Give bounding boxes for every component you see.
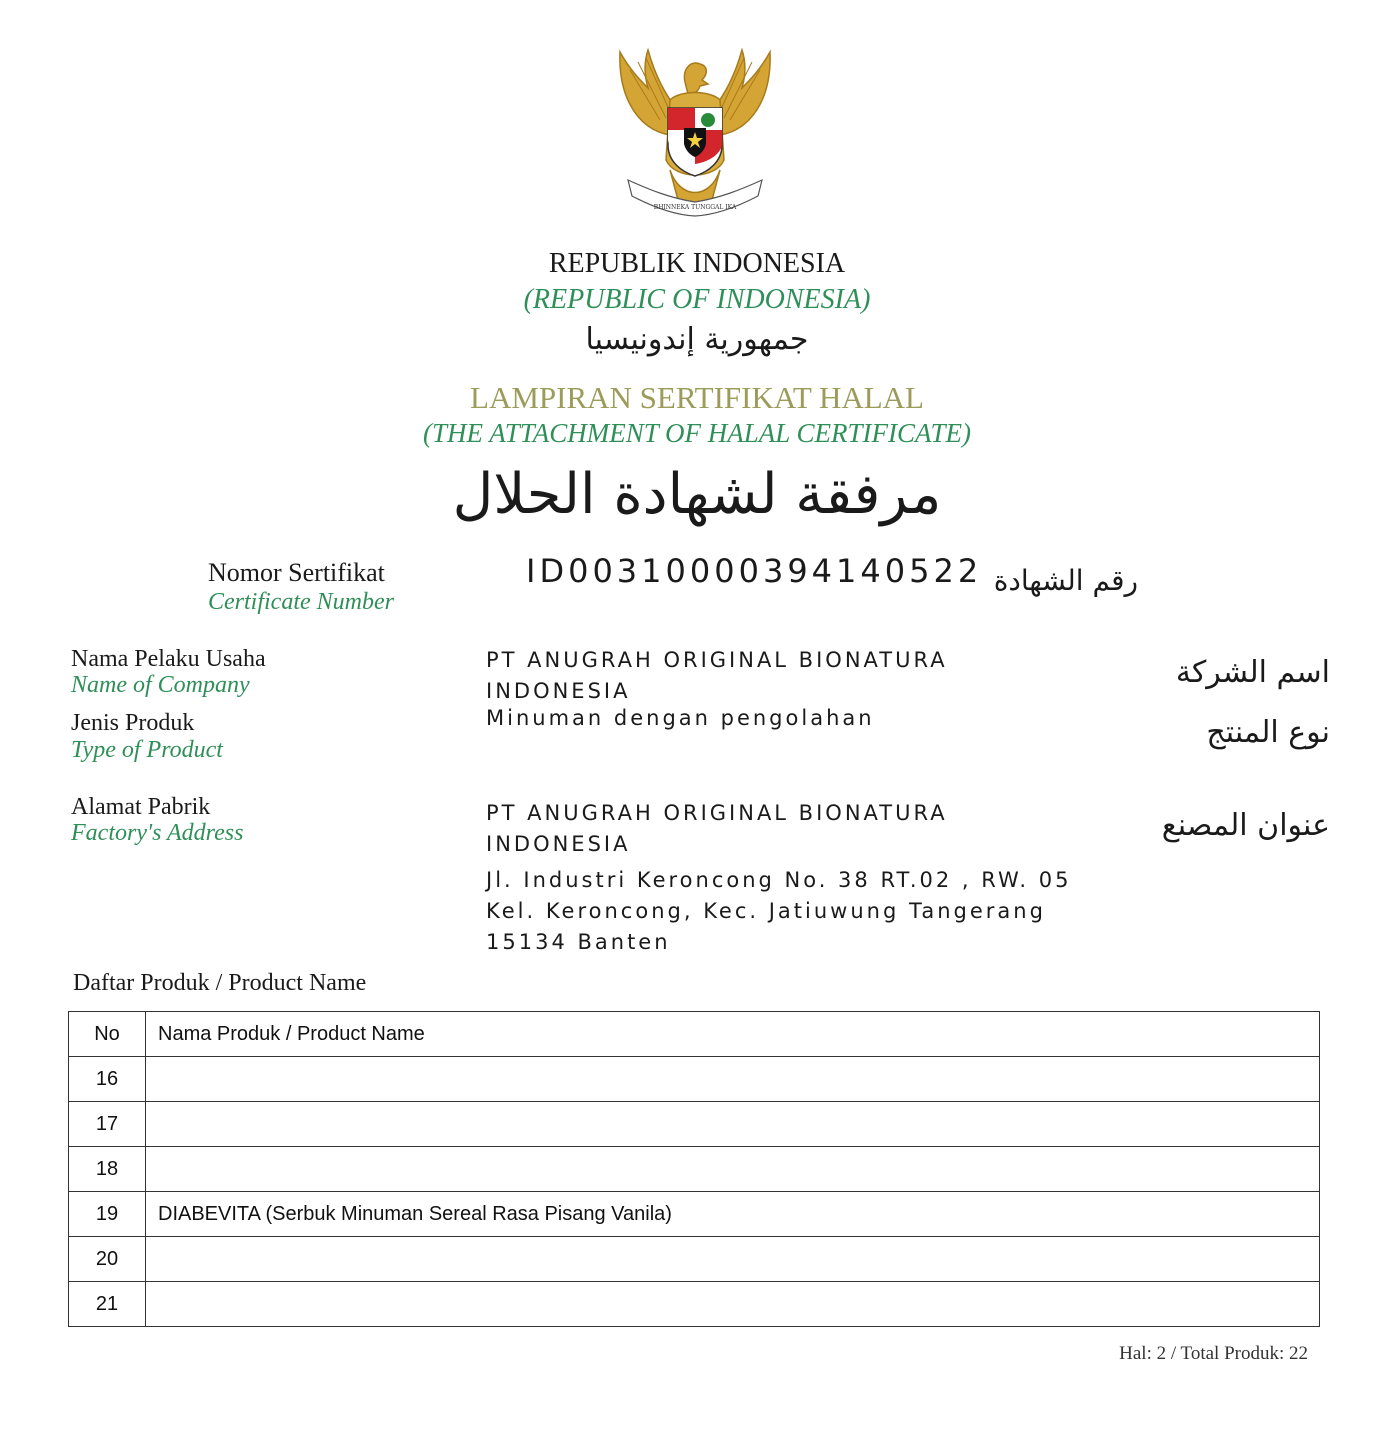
company-value [486,645,948,707]
factory-value-line3: Jl. Industri Keroncong No. 38 RT.02 , RW. 05 [486,868,1072,892]
row-name [146,1237,1320,1282]
company-label-en: Name of Company [71,672,250,698]
column-header-no: No [69,1012,146,1057]
document-title-ar: مرفقة لشهادة الحلال [452,462,942,527]
row-name [146,1057,1320,1102]
country-title: REPUBLIK INDONESIA [548,248,846,279]
row-no: 17 [69,1102,146,1147]
product-table [68,1011,1320,1327]
company-label-ar: اسم الشركة [1175,655,1330,690]
factory-value-line2: INDONESIA [486,832,631,856]
row-no: 20 [69,1237,146,1282]
product-type-value: Minuman dengan pengolahan [486,706,875,730]
row-name: DIABEVITA (Serbuk Minuman Sereal Rasa Pisang Vanila) [146,1192,1320,1237]
country-title-en: (REPUBLIC OF INDONESIA) [523,284,871,315]
factory-label-en: Factory's Address [71,820,244,846]
factory-value-line5: 15134 Banten [486,930,671,954]
product-type-label: Jenis Produk [71,710,195,736]
table-row [69,1102,1320,1147]
product-type-label-ar: نوع المنتج [1206,715,1330,750]
row-name [146,1102,1320,1147]
certificate-number-label-en: Certificate Number [208,589,394,615]
product-type-label-en: Type of Product [71,737,223,763]
row-no: 16 [69,1057,146,1102]
certificate-number-label-ar: رقم الشهادة [993,564,1138,597]
garuda-emblem [600,40,790,225]
factory-value [486,798,1071,958]
product-table-header [69,1012,1320,1057]
company-value-line2: INDONESIA [486,679,631,703]
factory-label: Alamat Pabrik [71,794,211,820]
table-row [69,1282,1320,1327]
factory-label-ar: عنوان المصنع [1161,808,1330,843]
certificate-number-label: Nomor Sertifikat [208,558,385,587]
row-no: 18 [69,1147,146,1192]
row-name [146,1282,1320,1327]
company-label: Nama Pelaku Usaha [71,646,266,672]
factory-value-line1: PT ANUGRAH ORIGINAL BIONATURA [486,801,948,825]
row-no: 21 [69,1282,146,1327]
column-header-name: Nama Produk / Product Name [146,1012,1320,1057]
document-title-en: (THE ATTACHMENT OF HALAL CERTIFICATE) [422,418,972,448]
product-list-title: Daftar Produk / Product Name [73,970,367,996]
certificate-number-value: ID00310000394140522 [526,552,983,590]
table-row [69,1192,1320,1237]
page-info: Hal: 2 / Total Produk: 22 [1119,1343,1308,1364]
emblem-motto: BHINNEKA TUNGGAL IKA [653,204,737,211]
table-row [69,1237,1320,1282]
row-name [146,1147,1320,1192]
table-row [69,1147,1320,1192]
table-row [69,1057,1320,1102]
document-title: LAMPIRAN SERTIFIKAT HALAL [470,380,924,415]
company-value-line1: PT ANUGRAH ORIGINAL BIONATURA [486,648,948,672]
factory-value-line4: Kel. Keroncong, Kec. Jatiuwung Tangerang [486,899,1046,923]
row-no: 19 [69,1192,146,1237]
country-title-ar: جمهورية إندونيسيا [585,322,809,357]
